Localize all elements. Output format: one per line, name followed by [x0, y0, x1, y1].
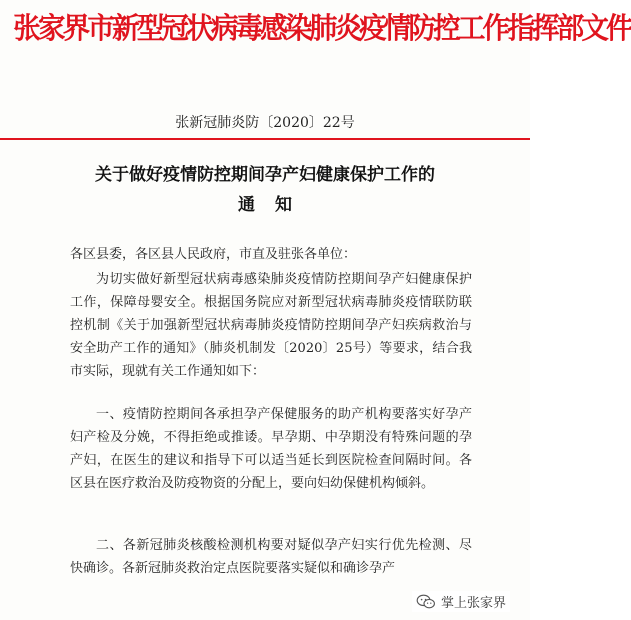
notice-title — [0, 160, 530, 220]
salutation: 各区县委，各区县人民政府，市直及驻张各单位： — [70, 247, 357, 262]
watermark — [412, 591, 510, 612]
notice-title-line2: 通知 — [238, 195, 312, 215]
wechat-icon — [416, 594, 436, 610]
red-divider — [0, 138, 530, 140]
notice-title-line1: 关于做好疫情防控期间孕产妇健康保护工作的 — [95, 165, 435, 185]
watermark-text: 掌上张家界 — [440, 596, 506, 611]
paragraph-item-2: 二、各新冠肺炎核酸检测机构要对疑似孕产妇实行优先检测、尽快确诊。各新冠肺炎救治定点医院要落实疑似和确诊孕产 — [70, 538, 472, 576]
document-number: 张新冠肺炎防〔2020〕22号 — [175, 115, 355, 131]
document-header-title: 张家界市新型冠状病毒感染肺炎疫情防控工作指挥部文件 — [13, 11, 631, 45]
paragraph-intro: 为切实做好新型冠状病毒感染肺炎疫情防控期间孕产妇健康保护工作，保障母婴安全。根据国务院应对新型冠状病毒肺炎疫情联防联控机制《关于加强新型冠状病毒肺炎疫情防控期间孕产妇疾病救治与安全助产工作的通知》（肺炎机制发〔2020〕25号）等要求，结合我市实际，现就有关工作通知如下： — [70, 272, 472, 379]
paragraph-item-1: 一、疫情防控期间各承担孕产保健服务的助产机构要落实好孕产妇产检及分娩，不得拒绝或推诿。早孕期、中孕期没有特殊问题的孕产妇，在医生的建议和指导下可以适当延长到医院检查间隔时间。各区县在医疗救治及防疫物资的分配上，要向妇幼保健机构倾斜。 — [70, 407, 472, 491]
